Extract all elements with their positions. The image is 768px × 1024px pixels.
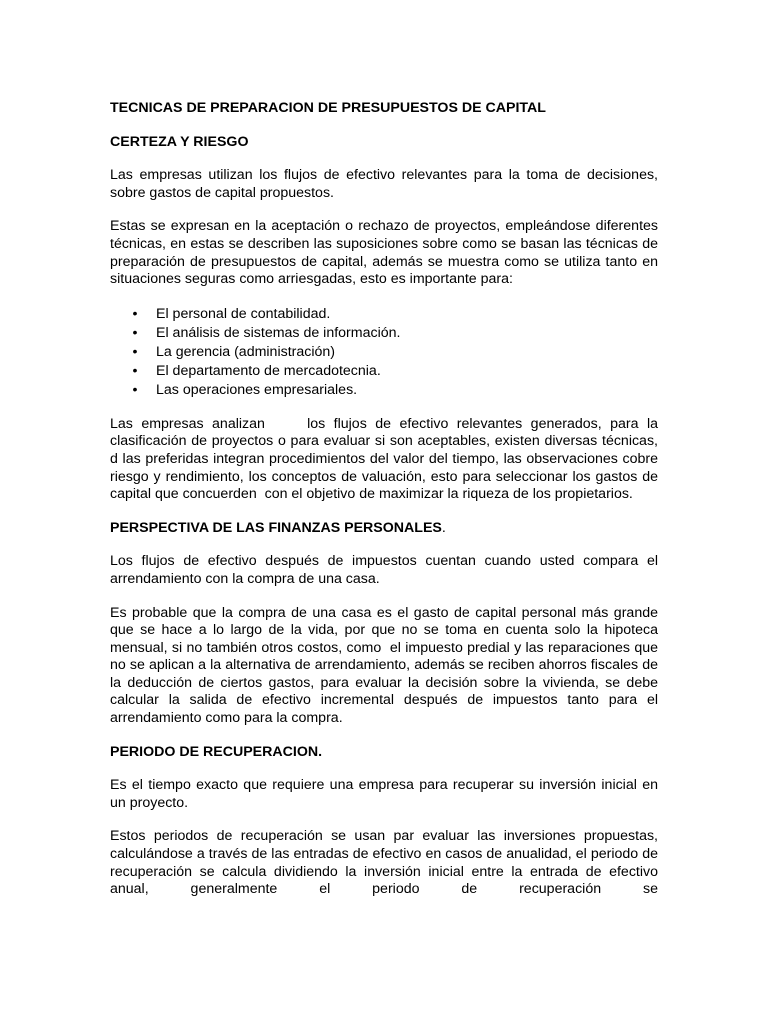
section-heading-perspectiva: PERSPECTIVA DE LAS FINANZAS PERSONALES. — [110, 519, 446, 536]
list-item: • La gerencia (administración) — [130, 343, 658, 362]
paragraph: Estas se expresan en la aceptación o rechazo de proyectos, empleándose diferentes técnicas, en estas se describen las suposiciones sobre como se basan las técnicas de preparación de presupuestos de capital, además se muestra como se utiliza tanto en situaciones seguras como arriesgadas, esto es importante para: — [110, 218, 658, 288]
paragraph: Las empresas analizan los flujos de efectivo relevantes generados, para la clasificación de proyectos o para evaluar si son aceptables, existen diversas técnicas, d las preferidas integran procedimientos del valor del tiempo, las observaciones cobre riesgo y rendimiento, los conceptos de valuación, esto para seleccionar los gastos de capital que concuerden con el objetivo de maximizar la riqueza de los propietarios. — [110, 415, 662, 503]
bullet-icon: • — [132, 305, 138, 322]
section-heading-certeza: CERTEZA Y RIESGO — [110, 133, 249, 150]
paragraph: Las empresas utilizan los flujos de efectivo relevantes para la toma de decisiones, sobre gastos de capital propuestos. — [110, 167, 658, 201]
document-title: TECNICAS DE PREPARACION DE PRESUPUESTOS DE CAPITAL — [110, 100, 546, 116]
paragraph: Es el tiempo exacto que requiere una empresa para recuperar su inversión inicial en un proyecto. — [110, 777, 658, 811]
list-item: • Las operaciones empresariales. — [130, 381, 658, 400]
document-body — [110, 100, 662, 899]
paragraph: Estos periodos de recuperación se usan par evaluar las inversiones propuestas, calculándose a través de las entradas de efectivo en casos de anualidad, el periodo de recuperación se calcula dividiendo la inversión inicial entre la entrada de efectivo anual, generalmente el periodo de recuperación se — [110, 828, 658, 898]
bullet-icon: • — [132, 362, 138, 379]
list-item: • El análisis de sistemas de información. — [130, 324, 658, 343]
bullet-icon: • — [132, 381, 138, 398]
list-item: • El departamento de mercadotecnia. — [130, 362, 658, 381]
bullet-icon: • — [132, 324, 138, 341]
section-heading-periodo: PERIODO DE RECUPERACION. — [110, 743, 323, 760]
bullet-list — [110, 305, 658, 400]
bullet-icon: • — [132, 343, 138, 360]
list-item: • El personal de contabilidad. — [130, 305, 658, 324]
paragraph: Los flujos de efectivo después de impuestos cuentan cuando usted compara el arrendamiento con la compra de una casa. — [110, 553, 658, 587]
paragraph: Es probable que la compra de una casa es el gasto de capital personal más grande que se hace a lo largo de la vida, por que no se toma en cuenta solo la hipoteca mensual, si no también otros costos, como el impuesto predial y las reparaciones que no se aplican a la alternativa de arrendamiento, además se reciben ahorros fiscales de la deducción de ciertos gastos, para evaluar la decisión sobre la vivienda, se debe calcular la salida de efectivo incremental después de impuestos tanto para el arrendamiento como para la compra. — [110, 604, 662, 727]
